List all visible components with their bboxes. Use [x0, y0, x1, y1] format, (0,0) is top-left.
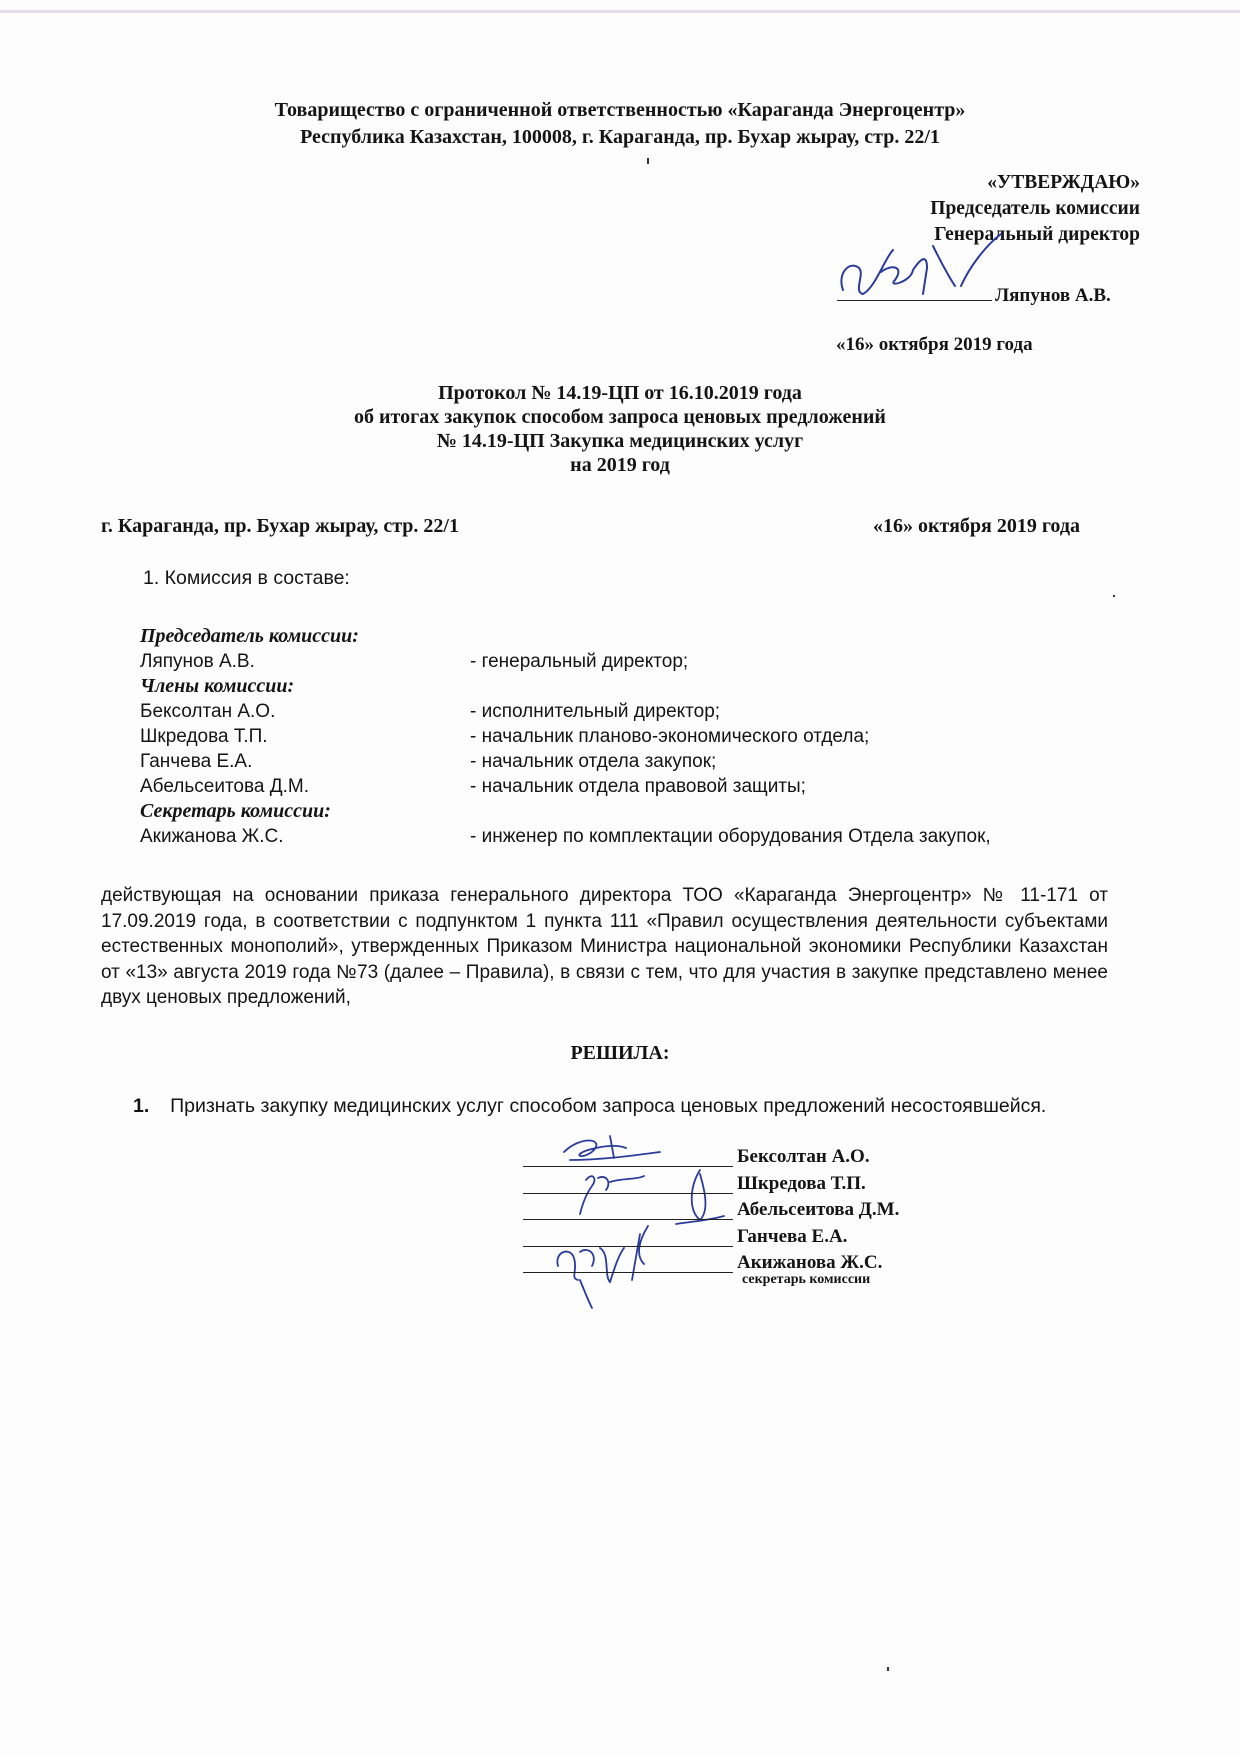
protocol-title-line4: на 2019 год — [570, 454, 670, 476]
place-date: «16» октября 2019 года — [873, 515, 1080, 537]
commission-heading: 1. Комиссия в составе: — [143, 567, 350, 589]
members-label: Члены комиссии: — [140, 675, 295, 697]
scan-speck — [887, 1667, 889, 1671]
protocol-title-line2: об итогах закупок способом запроса ценовых предложений — [354, 406, 886, 428]
member-row — [140, 774, 1140, 799]
scan-top-edge — [0, 10, 1240, 13]
signatory-name: Ганчева Е.А. — [737, 1225, 848, 1247]
commission-signatures-ink — [540, 1130, 740, 1310]
scan-speck — [647, 158, 649, 164]
member-name: Акижанова Ж.С. — [140, 826, 284, 847]
member-name: Бексолтан А.О. — [140, 701, 276, 722]
director-signature-line — [837, 300, 992, 301]
signatory-name: Акижанова Ж.С. — [737, 1252, 883, 1273]
member-role: - начальник отдела закупок; — [470, 751, 717, 772]
member-name: Ганчева Е.А. — [140, 751, 253, 772]
protocol-title-line1: Протокол № 14.19-ЦП от 16.10.2019 года — [438, 382, 802, 404]
signatory-name: Бексолтан А.О. — [737, 1146, 870, 1167]
decided-heading: РЕШИЛА: — [570, 1042, 670, 1064]
approval-role-director: Генеральный директор — [934, 224, 1140, 245]
signature-line — [523, 1219, 733, 1220]
member-role: - начальник планово-экономического отдела; — [470, 726, 870, 747]
decision-number: 1. — [133, 1095, 150, 1117]
member-role: - начальник отдела правовой защиты; — [470, 776, 806, 797]
signature-line — [523, 1272, 733, 1273]
commission-members — [140, 624, 1140, 849]
basis-paragraph: действующая на основании приказа генерального директора ТОО «Караганда Энергоцентр» № 11-171 от 17.09.2019 года, в соответствии с подпунктом 1 пункта 111 «Правил осуществления деятельности субъектами естественных монополий», утвержденных Приказом Министра национальной экономики Республики Казахстан от «13» августа 2019 года №73 (далее – Правила), в связи с тем, что для участия в закупке представлено менее двух ценовых предложений, — [101, 885, 1108, 1008]
protocol-title-line3: № 14.19-ЦП Закупка медицинских услуг — [436, 430, 804, 452]
place-location: г. Караганда, пр. Бухар жырау, стр. 22/1 — [101, 515, 459, 537]
director-name: Ляпунов А.В. — [995, 285, 1111, 306]
member-name: Шкредова Т.П. — [140, 726, 268, 747]
member-role: - инженер по комплектации оборудования Отдела закупок, — [470, 826, 991, 847]
member-role: - генеральный директор; — [470, 651, 689, 672]
chair-label: Председатель комиссии: — [140, 625, 359, 647]
company-header — [0, 97, 1240, 151]
company-name: Товарищество с ограниченной ответственностью «Караганда Энергоцентр» — [274, 99, 966, 121]
secretary-label: Секретарь комиссии: — [140, 800, 331, 822]
approval-role-chair: Председатель комиссии — [930, 198, 1140, 219]
member-name: Абельсеитова Д.М. — [140, 776, 309, 797]
member-row — [140, 724, 1140, 749]
member-row — [140, 649, 1140, 674]
member-row — [140, 749, 1140, 774]
signature-line — [523, 1193, 733, 1194]
director-signature — [835, 228, 1010, 308]
scan-speck — [1113, 595, 1115, 597]
member-row — [140, 699, 1140, 724]
secretary-note: секретарь комиссии — [742, 1272, 871, 1287]
approval-title: «УТВЕРЖДАЮ» — [987, 172, 1140, 193]
signatory-name: Абельсеитова Д.М. — [737, 1199, 900, 1220]
protocol-title — [0, 381, 1240, 477]
decision-item — [133, 1095, 1046, 1118]
member-role: - исполнительный директор; — [470, 701, 721, 722]
decision-text: Признать закупку медицинских услуг способом запроса ценовых предложений несостоявшейся. — [170, 1095, 1047, 1117]
signatory-name: Шкредова Т.П. — [737, 1172, 866, 1194]
member-row — [140, 824, 1140, 849]
company-address: Республика Казахстан, 100008, г. Караганда, пр. Бухар жырау, стр. 22/1 — [300, 126, 940, 148]
member-name: Ляпунов А.В. — [140, 651, 255, 672]
signature-line — [523, 1246, 733, 1247]
approval-date: «16» октября 2019 года — [836, 334, 1033, 355]
signature-line — [523, 1166, 733, 1167]
